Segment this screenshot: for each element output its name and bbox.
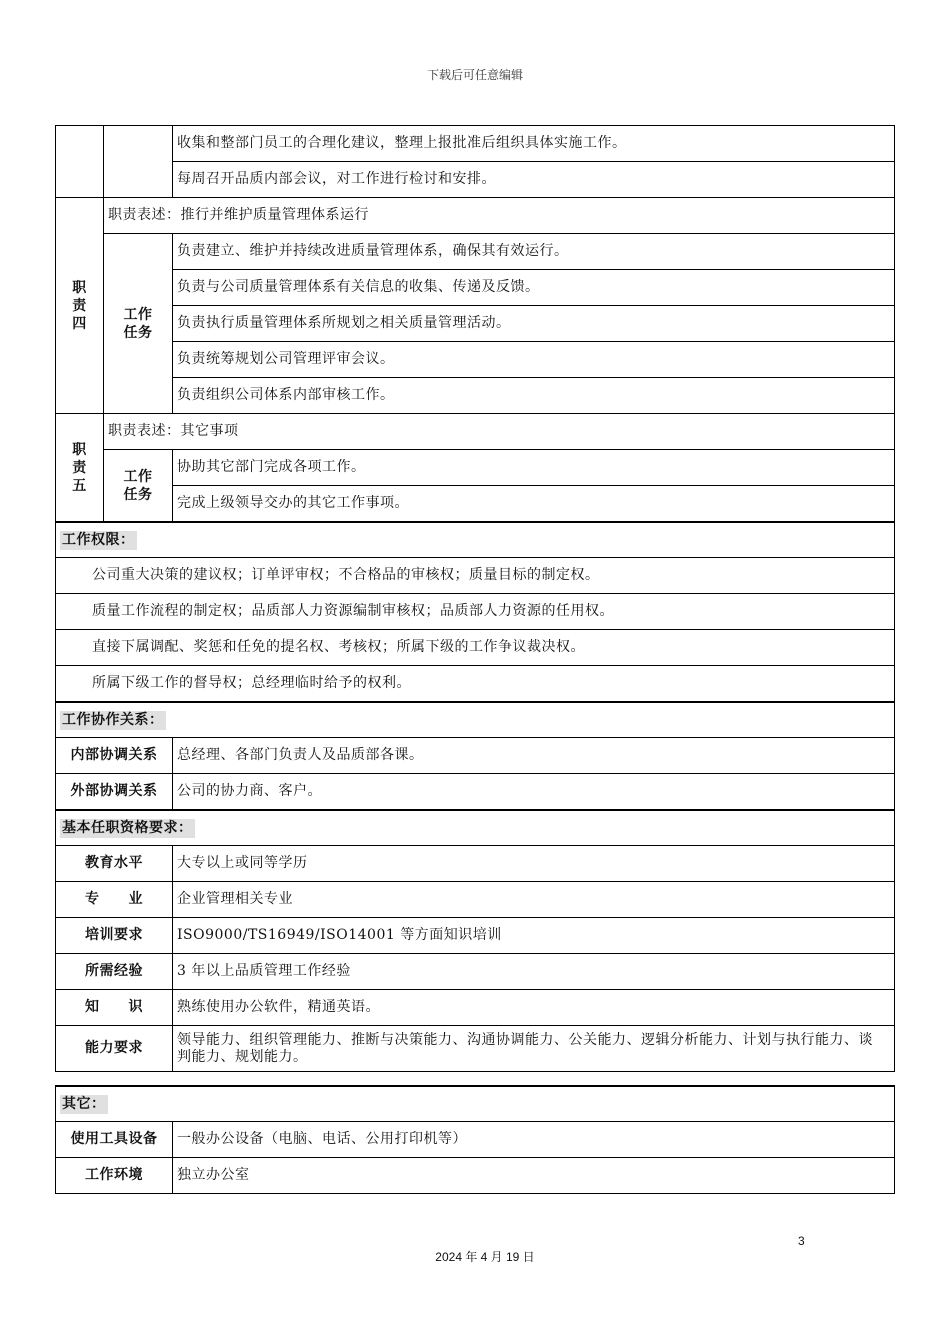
- cooperation-title-text: 工作协作关系：: [62, 711, 164, 728]
- cooperation-section-title: [55, 701, 895, 738]
- duty4-task-label-line-1: 工作: [123, 306, 153, 323]
- external-relation-label: 外部协调关系: [55, 773, 173, 810]
- duty5-label-char-1: 职: [72, 441, 87, 458]
- qualifications-section-title: [55, 809, 895, 846]
- duty-prev-task-2: 每周召开品质内部会议，对工作进行检讨和安排。: [172, 161, 895, 198]
- footer-date: 2024 年 4 月 19 日: [435, 1250, 535, 1264]
- knowledge-label: 知 识: [55, 989, 173, 1026]
- duty4-task-2: 负责与公司质量管理体系有关信息的收集、传递及反馈。: [172, 269, 895, 306]
- internal-relation-label: 内部协调关系: [55, 737, 173, 774]
- external-relation-value: 公司的协力商、客户。: [172, 773, 895, 810]
- tools-label: 使用工具设备: [55, 1121, 173, 1158]
- duty4-task-label-line-2: 任务: [123, 324, 153, 341]
- duty4-task-3: 负责执行质量管理体系所规划之相关质量管理活动。: [172, 305, 895, 342]
- duty5-task-1: 协助其它部门完成各项工作。: [172, 449, 895, 486]
- other-title-text: 其它：: [62, 1095, 106, 1112]
- duty4-task-4: 负责统筹规划公司管理评审会议。: [172, 341, 895, 378]
- knowledge-value: 熟练使用办公软件，精通英语。: [172, 989, 895, 1026]
- duty4-task-1: 负责建立、维护并持续改进质量管理体系，确保其有效运行。: [172, 233, 895, 270]
- duty4-task-label: [103, 233, 173, 414]
- experience-label: 所需经验: [55, 953, 173, 990]
- education-value: 大专以上或同等学历: [172, 845, 895, 882]
- tools-value: 一般办公设备（电脑、电话、公用打印机等）: [172, 1121, 895, 1158]
- authority-item-1: 公司重大决策的建议权；订单评审权；不合格品的审核权；质量目标的制定权。: [55, 557, 895, 594]
- duty4-label: [55, 197, 104, 414]
- duty-prev-label-cell: [55, 125, 104, 198]
- duty4-label-char-3: 四: [72, 315, 87, 332]
- education-label: 教育水平: [55, 845, 173, 882]
- job-description-table: [55, 125, 895, 1193]
- authority-item-4: 所属下级工作的督导权；总经理临时给予的权利。: [55, 665, 895, 702]
- authority-item-2: 质量工作流程的制定权；品质部人力资源编制审核权；品质部人力资源的任用权。: [55, 593, 895, 630]
- duty4-statement: 职责表述：推行并维护质量管理体系运行: [103, 197, 895, 234]
- duty5-label: [55, 413, 104, 522]
- training-value: ISO9000/TS16949/ISO14001 等方面知识培训: [172, 917, 895, 954]
- experience-value: 3 年以上品质管理工作经验: [172, 953, 895, 990]
- authority-item-3: 直接下属调配、奖惩和任免的提名权、考核权；所属下级的工作争议裁决权。: [55, 629, 895, 666]
- major-value: 企业管理相关专业: [172, 881, 895, 918]
- environment-value: 独立办公室: [172, 1157, 895, 1194]
- authority-section-title: [55, 521, 895, 558]
- ability-value: 领导能力、组织管理能力、推断与决策能力、沟通协调能力、公关能力、逻辑分析能力、计划与执行能力、谈判能力、规划能力。: [172, 1025, 895, 1072]
- major-label: 专 业: [55, 881, 173, 918]
- duty4-label-char-1: 职: [72, 279, 87, 296]
- page-number: 3: [798, 1234, 805, 1248]
- training-label: 培训要求: [55, 917, 173, 954]
- authority-title-text: 工作权限：: [62, 531, 135, 548]
- duty4-label-char-2: 责: [72, 297, 87, 314]
- duty5-task-label-line-2: 任务: [123, 486, 153, 503]
- duty-prev-task-1: 收集和整部门员工的合理化建议，整理上报批准后组织具体实施工作。: [172, 125, 895, 162]
- internal-relation-value: 总经理、各部门负责人及品质部各课。: [172, 737, 895, 774]
- ability-label: 能力要求: [55, 1025, 173, 1072]
- duty5-label-char-3: 五: [72, 477, 87, 494]
- duty5-task-label-line-1: 工作: [123, 468, 153, 485]
- duty5-task-label: [103, 449, 173, 522]
- environment-label: 工作环境: [55, 1157, 173, 1194]
- duty5-task-2: 完成上级领导交办的其它工作事项。: [172, 485, 895, 522]
- qualifications-title-text: 基本任职资格要求：: [62, 819, 193, 836]
- duty4-task-5: 负责组织公司体系内部审核工作。: [172, 377, 895, 414]
- other-section-title: [55, 1085, 895, 1122]
- duty5-statement: 职责表述：其它事项: [103, 413, 895, 450]
- duty-prev-task-label-cell: [103, 125, 173, 198]
- duty5-label-char-2: 责: [72, 459, 87, 476]
- page-header: 下载后可任意编辑: [426, 68, 523, 82]
